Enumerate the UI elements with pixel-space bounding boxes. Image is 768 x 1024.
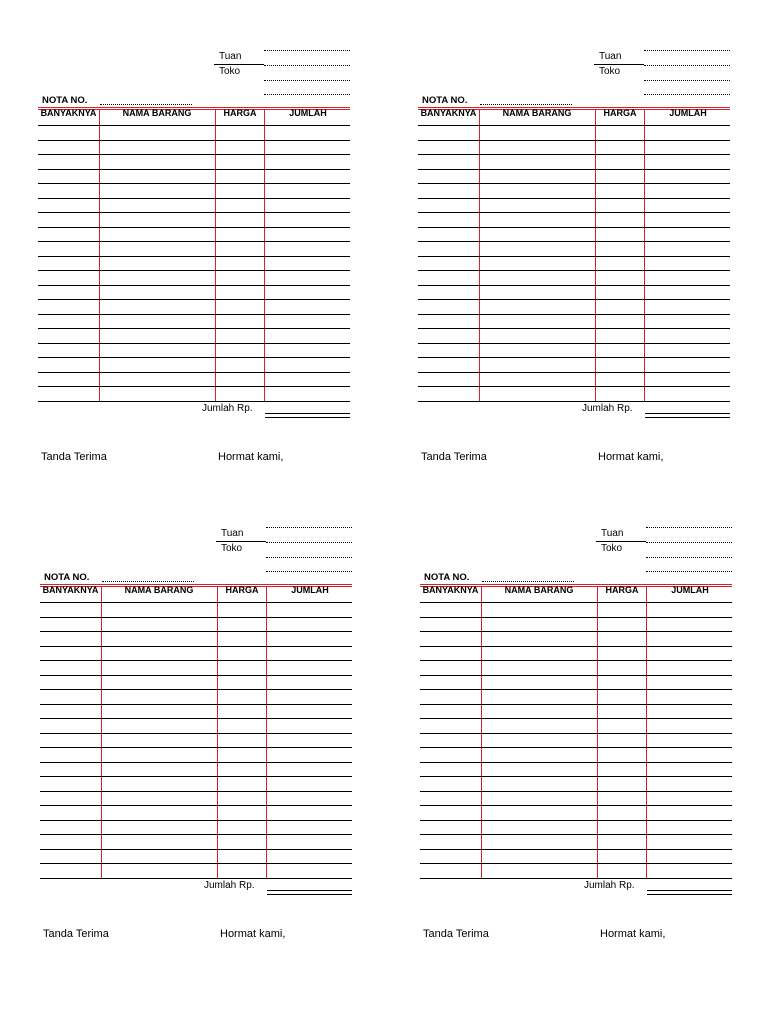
nota-form-bottom-left xyxy=(40,526,352,966)
table-row-line xyxy=(40,631,352,632)
table-row-line xyxy=(420,617,732,618)
table-row-line xyxy=(38,256,350,257)
table-row-line xyxy=(420,863,732,864)
table-row-line xyxy=(420,704,732,705)
nota-no-field[interactable] xyxy=(482,581,574,582)
nota-no-field[interactable] xyxy=(480,104,572,105)
toko-field-line-2[interactable] xyxy=(646,571,732,572)
table-row-line xyxy=(40,762,352,763)
table-row-line xyxy=(40,675,352,676)
column-header-harga: HARGA xyxy=(605,585,639,595)
table-row-line xyxy=(40,863,352,864)
toko-label: Toko xyxy=(601,543,623,554)
jumlah-rp-label: Jumlah Rp. xyxy=(584,880,635,891)
column-header-banyaknya: BANYAKNYA xyxy=(42,585,99,595)
table-row-line xyxy=(40,791,352,792)
table-row-line xyxy=(420,834,732,835)
tuan-underline xyxy=(594,64,644,65)
column-header-nama-barang: NAMA BARANG xyxy=(504,585,574,595)
table-row-line xyxy=(38,343,350,344)
table-row-line xyxy=(38,212,350,213)
column-header-nama-barang: NAMA BARANG xyxy=(502,108,572,118)
table-row-line xyxy=(40,805,352,806)
table-row-line xyxy=(418,299,730,300)
table-row-line xyxy=(40,733,352,734)
table-row-line xyxy=(40,747,352,748)
tuan-label: Tuan xyxy=(221,528,244,539)
table-row-line xyxy=(38,183,350,184)
table-row-line xyxy=(420,820,732,821)
table-row-line xyxy=(40,718,352,719)
tanda-terima-label: Tanda Terima xyxy=(43,928,109,940)
tanda-terima-label: Tanda Terima xyxy=(41,451,107,463)
table-row-line xyxy=(420,602,732,603)
table-row-line xyxy=(420,646,732,647)
table-row-line xyxy=(418,241,730,242)
table-row-line xyxy=(40,617,352,618)
table-row-line xyxy=(38,270,350,271)
jumlah-rp-label: Jumlah Rp. xyxy=(582,403,633,414)
table-row-line xyxy=(420,878,732,879)
column-header-banyaknya: BANYAKNYA xyxy=(422,585,479,595)
column-header-banyaknya: BANYAKNYA xyxy=(420,108,477,118)
table-row-line xyxy=(40,704,352,705)
table-row-line xyxy=(418,270,730,271)
tuan-field-line-1[interactable] xyxy=(646,527,732,528)
tuan-label: Tuan xyxy=(219,51,242,62)
jumlah-rp-label: Jumlah Rp. xyxy=(204,880,255,891)
toko-field-line-2[interactable] xyxy=(266,571,352,572)
table-row-line xyxy=(420,849,732,850)
toko-field-line-1[interactable] xyxy=(646,557,732,558)
toko-label: Toko xyxy=(219,66,241,77)
tanda-terima-label: Tanda Terima xyxy=(421,451,487,463)
table-row-line xyxy=(38,241,350,242)
column-header-banyaknya: BANYAKNYA xyxy=(40,108,97,118)
table-row-line xyxy=(418,140,730,141)
table-row-line xyxy=(38,140,350,141)
tuan-underline xyxy=(596,541,646,542)
table-row-line xyxy=(420,631,732,632)
table-row-line xyxy=(40,878,352,879)
table-row-line xyxy=(420,675,732,676)
table-row-line xyxy=(418,328,730,329)
toko-label: Toko xyxy=(221,543,243,554)
table-row-line xyxy=(40,834,352,835)
column-header-jumlah: JUMLAH xyxy=(289,108,327,118)
table-row-line xyxy=(38,386,350,387)
table-row-line xyxy=(418,372,730,373)
table-row-line xyxy=(420,733,732,734)
nota-form-top-right xyxy=(418,49,730,489)
jumlah-rp-field[interactable] xyxy=(645,413,730,418)
table-row-line xyxy=(38,285,350,286)
toko-label: Toko xyxy=(599,66,621,77)
table-row-line xyxy=(418,256,730,257)
table-row-line xyxy=(38,401,350,402)
table-row-line xyxy=(420,776,732,777)
nota-no-label: NOTA NO. xyxy=(422,95,468,106)
table-row-line xyxy=(40,776,352,777)
tuan-field-line-2[interactable] xyxy=(644,65,730,66)
table-row-line xyxy=(40,820,352,821)
table-row-line xyxy=(418,183,730,184)
column-header-jumlah: JUMLAH xyxy=(669,108,707,118)
table-row-line xyxy=(418,314,730,315)
jumlah-rp-label: Jumlah Rp. xyxy=(202,403,253,414)
nota-no-label: NOTA NO. xyxy=(42,95,88,106)
table-row-line xyxy=(38,198,350,199)
table-row-line xyxy=(38,328,350,329)
table-row-line xyxy=(420,660,732,661)
hormat-kami-label: Hormat kami, xyxy=(220,928,286,940)
table-row-line xyxy=(418,386,730,387)
table-row-line xyxy=(418,169,730,170)
table-row-line xyxy=(38,154,350,155)
column-header-jumlah: JUMLAH xyxy=(671,585,709,595)
hormat-kami-label: Hormat kami, xyxy=(218,451,284,463)
table-row-line xyxy=(38,227,350,228)
tuan-field-line-1[interactable] xyxy=(644,50,730,51)
tuan-field-line-1[interactable] xyxy=(266,527,352,528)
column-header-harga: HARGA xyxy=(223,108,257,118)
table-row-line xyxy=(418,227,730,228)
hormat-kami-label: Hormat kami, xyxy=(598,451,664,463)
table-row-line xyxy=(418,401,730,402)
tuan-label: Tuan xyxy=(599,51,622,62)
table-row-line xyxy=(418,212,730,213)
table-row-line xyxy=(38,357,350,358)
tuan-underline xyxy=(214,64,264,65)
toko-field-line-1[interactable] xyxy=(644,80,730,81)
table-row-line xyxy=(418,198,730,199)
toko-field-line-2[interactable] xyxy=(264,94,350,95)
table-row-line xyxy=(420,718,732,719)
tuan-underline xyxy=(216,541,266,542)
table-row-line xyxy=(38,125,350,126)
tanda-terima-label: Tanda Terima xyxy=(423,928,489,940)
table-row-line xyxy=(420,791,732,792)
toko-field-line-2[interactable] xyxy=(644,94,730,95)
nota-no-label: NOTA NO. xyxy=(44,572,90,583)
table-row-line xyxy=(40,602,352,603)
jumlah-rp-field[interactable] xyxy=(265,413,350,418)
column-header-harga: HARGA xyxy=(225,585,259,595)
table-row-line xyxy=(38,299,350,300)
table-row-line xyxy=(418,154,730,155)
column-header-jumlah: JUMLAH xyxy=(291,585,329,595)
table-row-line xyxy=(420,762,732,763)
table-row-line xyxy=(420,689,732,690)
table-row-line xyxy=(420,805,732,806)
table-row-line xyxy=(40,689,352,690)
table-row-line xyxy=(38,314,350,315)
table-row-line xyxy=(38,169,350,170)
nota-no-field[interactable] xyxy=(100,104,192,105)
table-row-line xyxy=(420,747,732,748)
table-row-line xyxy=(40,849,352,850)
tuan-field-line-1[interactable] xyxy=(264,50,350,51)
nota-form-top-left xyxy=(38,49,350,489)
column-header-nama-barang: NAMA BARANG xyxy=(122,108,192,118)
table-row-line xyxy=(418,343,730,344)
toko-field-line-1[interactable] xyxy=(264,80,350,81)
jumlah-rp-field[interactable] xyxy=(647,890,732,895)
hormat-kami-label: Hormat kami, xyxy=(600,928,666,940)
tuan-field-line-2[interactable] xyxy=(646,542,732,543)
table-row-line xyxy=(418,285,730,286)
column-header-harga: HARGA xyxy=(603,108,637,118)
tuan-field-line-2[interactable] xyxy=(264,65,350,66)
column-header-nama-barang: NAMA BARANG xyxy=(124,585,194,595)
table-row-line xyxy=(418,125,730,126)
tuan-field-line-2[interactable] xyxy=(266,542,352,543)
toko-field-line-1[interactable] xyxy=(266,557,352,558)
table-row-line xyxy=(38,372,350,373)
table-row-line xyxy=(40,646,352,647)
nota-form-bottom-right xyxy=(420,526,732,966)
nota-no-label: NOTA NO. xyxy=(424,572,470,583)
table-row-line xyxy=(418,357,730,358)
jumlah-rp-field[interactable] xyxy=(267,890,352,895)
table-row-line xyxy=(40,660,352,661)
tuan-label: Tuan xyxy=(601,528,624,539)
nota-no-field[interactable] xyxy=(102,581,194,582)
